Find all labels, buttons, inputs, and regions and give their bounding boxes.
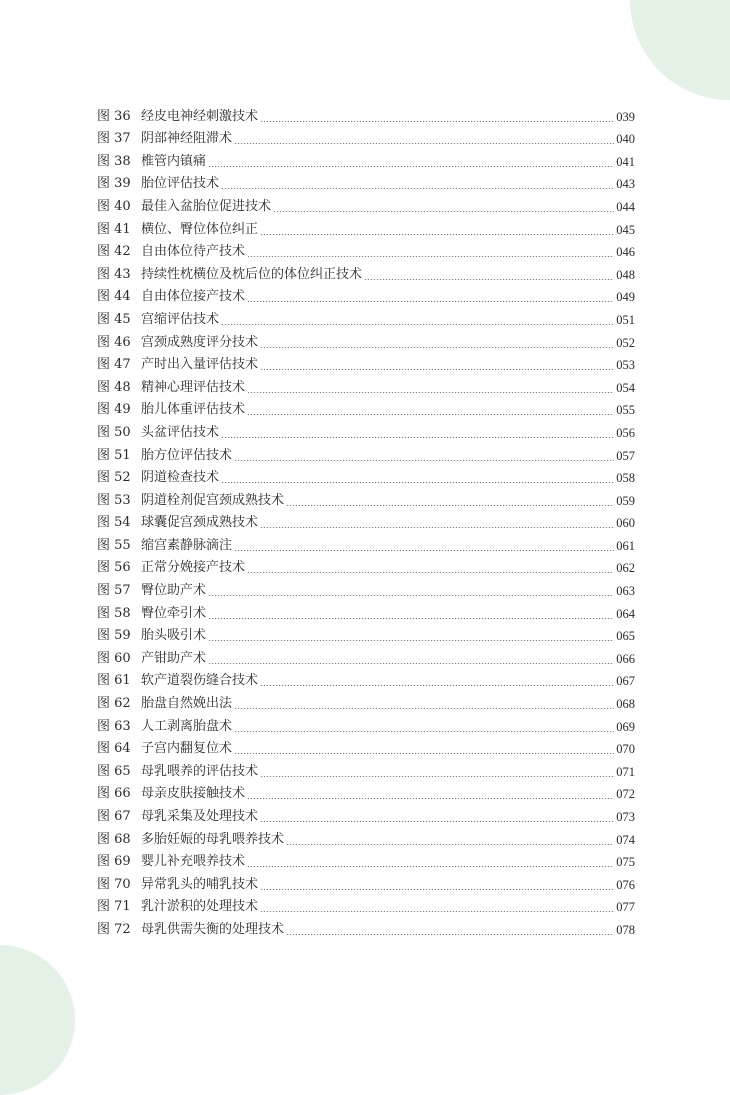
page-number: 044 <box>616 199 635 214</box>
toc-entry[interactable] <box>97 533 635 556</box>
page-number: 043 <box>616 177 635 192</box>
dot-leader <box>247 866 614 867</box>
dot-leader <box>260 369 614 370</box>
dot-leader <box>234 731 614 732</box>
figure-title: 最佳入盆胎位促进技术 <box>141 198 272 214</box>
toc-entry[interactable] <box>97 511 635 534</box>
dot-leader <box>286 505 614 506</box>
page-number: 055 <box>616 403 635 418</box>
figure-number: 图 40 <box>97 198 131 214</box>
dot-leader <box>221 437 614 438</box>
dot-leader <box>260 234 614 235</box>
figure-number: 图 36 <box>97 108 131 124</box>
dot-leader <box>247 414 614 415</box>
page-number: 049 <box>616 290 635 305</box>
toc-entry[interactable] <box>97 669 635 692</box>
dot-leader <box>273 211 614 212</box>
page-number: 066 <box>616 651 635 666</box>
toc-entry[interactable] <box>97 307 635 330</box>
figure-title: 椎管内镇痛 <box>141 153 207 169</box>
figure-number: 图 57 <box>97 583 131 599</box>
corner-decoration-top-right <box>630 0 730 100</box>
figure-number: 图 67 <box>97 809 131 824</box>
toc-entry[interactable] <box>97 646 635 669</box>
dot-leader <box>286 844 614 845</box>
figure-title: 自由体位接产技术 <box>141 289 246 305</box>
toc-entry[interactable] <box>97 194 635 217</box>
figure-number: 图 51 <box>97 447 131 463</box>
page-number: 061 <box>616 538 635 553</box>
toc-entry[interactable] <box>97 262 635 285</box>
dot-leader <box>221 188 614 189</box>
figure-title: 胎头吸引术 <box>141 628 207 644</box>
dot-leader <box>260 911 614 912</box>
dot-leader <box>208 166 614 167</box>
figure-title: 胎方位评估技术 <box>141 447 233 463</box>
page-number: 078 <box>616 922 635 937</box>
page-number: 051 <box>616 312 635 327</box>
page-number: 067 <box>616 674 635 689</box>
page-number: 046 <box>616 245 635 260</box>
dot-leader <box>260 347 614 348</box>
figure-title: 阴道栓剂促宫颈成熟技术 <box>141 492 285 508</box>
dot-leader <box>221 482 614 483</box>
figure-title: 乳汁淤积的处理技术 <box>141 899 259 915</box>
page-number: 058 <box>616 471 635 486</box>
figure-title: 阴部神经阻滞术 <box>141 131 233 147</box>
figure-number: 图 37 <box>97 131 131 147</box>
figure-number: 图 44 <box>97 289 131 305</box>
page-number: 054 <box>616 380 635 395</box>
toc-entry[interactable] <box>97 782 635 805</box>
toc-entry[interactable] <box>97 691 635 714</box>
page-number: 053 <box>616 358 635 373</box>
page-number: 041 <box>616 154 635 169</box>
figure-number: 图 65 <box>97 763 131 779</box>
toc-entry[interactable] <box>97 850 635 873</box>
figure-number: 图 59 <box>97 628 131 644</box>
toc-entry[interactable] <box>97 827 635 850</box>
dot-leader <box>247 256 614 257</box>
figure-title: 阴道检查技术 <box>141 470 220 486</box>
toc-entry[interactable] <box>97 217 635 240</box>
dot-leader <box>247 572 614 573</box>
figure-title: 宫颈成熟度评分技术 <box>141 334 259 350</box>
figure-number: 图 47 <box>97 357 131 373</box>
dot-leader <box>260 121 614 122</box>
dot-leader <box>234 753 614 754</box>
dot-leader <box>260 685 614 686</box>
toc-entry[interactable] <box>97 375 635 398</box>
dot-leader <box>260 527 614 528</box>
figure-number: 图 39 <box>97 176 131 192</box>
figure-number: 图 48 <box>97 379 131 395</box>
figure-number: 图 71 <box>97 899 131 915</box>
figure-title: 头盆评估技术 <box>141 424 220 440</box>
figure-number: 图 55 <box>97 537 131 553</box>
page-number: 040 <box>616 132 635 147</box>
figure-title: 胎盘自然娩出法 <box>141 696 233 712</box>
toc-entry[interactable] <box>97 149 635 172</box>
table-of-figures <box>97 104 635 940</box>
dot-leader <box>247 301 614 302</box>
figure-number: 图 66 <box>97 786 131 802</box>
page-number: 057 <box>616 448 635 463</box>
figure-title: 经皮电神经刺激技术 <box>141 108 259 124</box>
toc-entry[interactable] <box>97 488 635 511</box>
figure-title: 母乳供需失衡的处理技术 <box>141 921 285 937</box>
page-number: 071 <box>616 764 635 779</box>
figure-title: 胎位评估技术 <box>141 176 220 192</box>
toc-entry[interactable] <box>97 578 635 601</box>
page-number: 075 <box>616 855 635 870</box>
figure-title: 异常乳头的哺乳技术 <box>141 876 259 892</box>
figure-number: 图 70 <box>97 876 131 892</box>
figure-title: 自由体位待产技术 <box>141 244 246 260</box>
figure-number: 图 54 <box>97 515 131 531</box>
figure-number: 图 50 <box>97 424 131 440</box>
figure-title: 横位、臀位体位纠正 <box>141 221 259 237</box>
page-number: 070 <box>616 742 635 757</box>
figure-title: 产时出入量评估技术 <box>141 357 259 373</box>
figure-title: 软产道裂伤缝合技术 <box>141 673 259 689</box>
toc-entry[interactable] <box>97 759 635 782</box>
page-number: 064 <box>616 606 635 621</box>
toc-entry[interactable] <box>97 601 635 624</box>
figure-number: 图 43 <box>97 266 131 282</box>
toc-entry[interactable] <box>97 872 635 895</box>
toc-entry[interactable] <box>97 240 635 263</box>
page-number: 069 <box>616 719 635 734</box>
dot-leader <box>260 889 614 890</box>
toc-entry[interactable] <box>97 804 635 827</box>
figure-number: 图 64 <box>97 741 131 757</box>
toc-entry[interactable] <box>97 104 635 127</box>
toc-entry[interactable] <box>97 737 635 760</box>
figure-title: 臀位助产术 <box>141 583 207 599</box>
figure-number: 图 38 <box>97 153 131 169</box>
figure-number: 图 69 <box>97 854 131 870</box>
dot-leader <box>247 798 614 799</box>
figure-number: 图 49 <box>97 402 131 418</box>
toc-entry[interactable] <box>97 556 635 579</box>
figure-title: 臀位牵引术 <box>141 605 207 621</box>
page-number: 056 <box>616 425 635 440</box>
toc-entry[interactable] <box>97 127 635 150</box>
figure-title: 球囊促宫颈成熟技术 <box>141 515 259 531</box>
dot-leader <box>286 934 614 935</box>
page-number: 072 <box>616 787 635 802</box>
figure-number: 图 56 <box>97 560 131 576</box>
dot-leader <box>260 821 614 822</box>
dot-leader <box>364 279 614 280</box>
dot-leader <box>234 143 614 144</box>
dot-leader <box>208 640 614 641</box>
figure-number: 图 42 <box>97 244 131 260</box>
page-number: 062 <box>616 561 635 576</box>
dot-leader <box>208 595 614 596</box>
toc-entry[interactable] <box>97 443 635 466</box>
dot-leader <box>208 618 614 619</box>
toc-entry[interactable] <box>97 172 635 195</box>
figure-number: 图 46 <box>97 334 131 350</box>
figure-number: 图 60 <box>97 650 131 666</box>
dot-leader <box>260 776 614 777</box>
figure-number: 图 68 <box>97 831 131 847</box>
figure-title: 宫缩评估技术 <box>141 311 220 327</box>
figure-title: 子宫内翻复位术 <box>141 741 233 757</box>
figure-title: 缩宫素静脉滴注 <box>141 537 233 553</box>
page-number: 039 <box>616 109 635 124</box>
page-number: 076 <box>616 877 635 892</box>
figure-title: 持续性枕横位及枕后位的体位纠正技术 <box>141 266 363 282</box>
figure-number: 图 63 <box>97 718 131 734</box>
figure-number: 图 53 <box>97 492 131 508</box>
toc-entry[interactable] <box>97 285 635 308</box>
toc-entry[interactable] <box>97 917 635 940</box>
page-number: 065 <box>616 629 635 644</box>
figure-number: 图 52 <box>97 470 131 486</box>
page-number: 063 <box>616 584 635 599</box>
figure-title: 婴儿补充喂养技术 <box>141 854 246 870</box>
figure-number: 图 45 <box>97 311 131 327</box>
page-number: 077 <box>616 900 635 915</box>
toc-entry[interactable] <box>97 398 635 421</box>
figure-title: 产钳助产术 <box>141 650 207 666</box>
figure-number: 图 61 <box>97 673 131 689</box>
figure-number: 图 62 <box>97 696 131 712</box>
figure-number: 图 41 <box>97 221 131 237</box>
toc-entry[interactable] <box>97 624 635 647</box>
dot-leader <box>234 708 614 709</box>
figure-title: 母乳采集及处理技术 <box>141 809 259 824</box>
toc-entry[interactable] <box>97 895 635 918</box>
page-number: 073 <box>616 810 635 824</box>
figure-title: 母乳喂养的评估技术 <box>141 763 259 779</box>
toc-entry[interactable] <box>97 353 635 376</box>
toc-entry[interactable] <box>97 714 635 737</box>
figure-number: 图 58 <box>97 605 131 621</box>
page-number: 068 <box>616 697 635 712</box>
toc-entry[interactable] <box>97 420 635 443</box>
dot-leader <box>221 324 614 325</box>
figure-title: 人工剥离胎盘术 <box>141 718 233 734</box>
figure-title: 母亲皮肤接触技术 <box>141 786 246 802</box>
dot-leader <box>247 392 614 393</box>
figure-title: 正常分娩接产技术 <box>141 560 246 576</box>
page-number: 052 <box>616 335 635 350</box>
dot-leader <box>234 550 614 551</box>
page-number: 060 <box>616 516 635 531</box>
toc-entry[interactable] <box>97 330 635 353</box>
page-number: 059 <box>616 493 635 508</box>
page-number: 048 <box>616 267 635 282</box>
figure-title: 精神心理评估技术 <box>141 379 246 395</box>
figure-title: 胎儿体重评估技术 <box>141 402 246 418</box>
figure-number: 图 72 <box>97 921 131 937</box>
page-number: 045 <box>616 222 635 237</box>
page-number: 074 <box>616 832 635 847</box>
dot-leader <box>208 663 614 664</box>
figure-title: 多胎妊娠的母乳喂养技术 <box>141 831 285 847</box>
corner-decoration-bottom-left <box>0 945 75 1095</box>
toc-entry[interactable] <box>97 466 635 489</box>
dot-leader <box>234 460 614 461</box>
